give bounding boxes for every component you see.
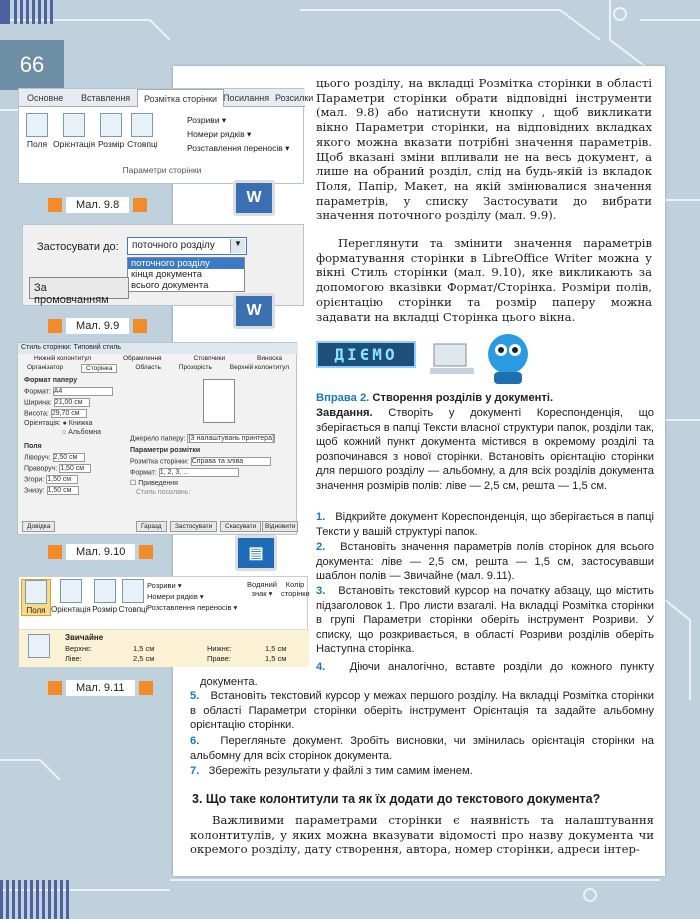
task-text: Створіть у документі Кореспонденція, що зберігається в папці Тексти власної структури папок, розділи так, щоб кожний пункт документа містився в окремому розділі та розпочинався з нової сторінки. Встановіть орієнтацію сторінки для першого розділу — альбомну, а для всіх розділів документа значення розмірів полів: ліве — 2,5 см, решта — 1,5 см. <box>316 407 654 492</box>
option-whole-document[interactable]: всього документа <box>131 280 209 291</box>
paragraph-2: Переглянути та змінити значення параметрів форматування сторінки в LibreOffice Writer можна у вікні Стиль сторінки (мал. 9.10), яке викликають за допомогою вказівки Формат/Сторінка. Розміри полів, орієнтацію сторінки та розмір паперу можна задавати на вкладці Сторінка цього вікна. <box>316 236 652 324</box>
chevron-down-icon[interactable]: ▼ <box>230 239 245 253</box>
tab-borders[interactable]: Обрамлення <box>122 355 162 362</box>
tab-transparency[interactable]: Прозорість <box>178 364 212 371</box>
columns-icon <box>131 113 153 137</box>
tab-page[interactable]: Сторінка <box>81 364 117 373</box>
tab-area[interactable]: Область <box>135 364 161 371</box>
size-icon <box>94 579 116 603</box>
columns-button[interactable]: Стовпці <box>127 113 158 149</box>
register-checkbox[interactable]: Приведення <box>138 480 178 487</box>
breaks-button[interactable]: Розриви ▾ <box>187 115 227 125</box>
margins-icon <box>25 580 47 604</box>
line-numbers-button[interactable]: Номери рядків ▾ <box>187 129 252 139</box>
width-field[interactable]: 21,00 см <box>54 398 90 407</box>
margins-gallery-9-11 <box>18 576 308 666</box>
cancel-button[interactable]: Скасувати <box>220 521 261 532</box>
robot-computer-icon <box>430 328 540 386</box>
paper-tray-select[interactable]: [З налаштувань принтера] <box>188 435 274 442</box>
right-margin-field[interactable]: 1,50 см <box>59 464 91 473</box>
layout-heading: Параметри розмітки <box>130 447 201 454</box>
paper-format-heading: Формат паперу <box>24 377 78 384</box>
step-6: 6. Перегляньте документ. Зробіть висновки, чи змінилась орієнтація сторінки на альбомну для всіх сторінок документа. <box>190 735 655 762</box>
tab-footer[interactable]: Нижній колонтитул <box>33 355 92 362</box>
number-format-select[interactable]: 1, 2, 3, ... <box>159 468 239 477</box>
help-button[interactable]: Довідка <box>22 521 55 532</box>
word-logo-icon: W <box>233 180 275 216</box>
top-margin-field[interactable]: 1,50 см <box>46 475 78 484</box>
tab-mailings[interactable]: Розсилки <box>275 93 314 103</box>
ribbon-screenshot-9-8 <box>18 88 314 184</box>
tab-home[interactable]: Основне <box>27 93 64 103</box>
option-current-section[interactable]: поточного розділу <box>128 258 244 269</box>
step-4: 4. Діючи аналогічно, вставте розділи до кожного пункту документа. <box>200 661 654 688</box>
orientation-button[interactable]: Орієнтація <box>51 579 91 616</box>
apply-to-label: Застосувати до: <box>37 241 119 253</box>
columns-button[interactable]: Стовпці <box>119 579 148 616</box>
tab-insert[interactable]: Вставлення <box>81 93 131 103</box>
page-style-dialog-9-10: Стиль сторінки: Типовий стиль Нижній колонтитул Обрамлення Стовпчики Виноска Організатор Сторінка Область Прозорість Верхній колонтитул Формат паперу Формат: A4 Ширина: 21,00 см Висота: 29,70 см Орієнтація: ● Книжка ○ Альбомна Поля Ліворуч: 2,50 см Праворуч: 1,50 см Згори: 1,50 см Знизу: 1,50 см Джерело паперу: [З налаштувань принтера] Параметри розмітки Розмітка сторінки: Справа та зліва Формат: 1, 2, 3, ... ☐ Приведення Стиль посилань: Довідка Гаразд Застосувати Скасувати Відновити <box>17 342 297 535</box>
orientation-icon <box>60 579 82 603</box>
page-preview <box>203 379 235 423</box>
bottom-margin-field[interactable]: 1,50 см <box>47 486 79 495</box>
writer-logo-icon: ▤ <box>235 535 277 571</box>
line-numbers-button[interactable]: Номери рядків ▾ <box>147 592 204 601</box>
margins-icon <box>26 113 48 137</box>
section-heading: 3. Що таке колонтитули та як їх додати до текстового документа? <box>192 792 601 806</box>
size-icon <box>100 113 122 137</box>
step-2: 2. Встановіть значення параметрів полів сторінок для всього документа: ліве — 2,5 см, решта — 1,5 см, застосувавши шаблон полів — Звичайне (мал. 9.11). <box>316 541 655 583</box>
format-select[interactable]: A4 <box>53 387 113 396</box>
tab-references[interactable]: Посилання <box>223 93 270 103</box>
landscape-radio[interactable]: Альбомна <box>68 429 102 436</box>
size-button[interactable]: Розмір <box>97 113 125 149</box>
height-field[interactable]: 29,70 см <box>51 409 87 418</box>
hyphenation-button[interactable]: Розставлення переносів ▾ <box>187 143 290 153</box>
page-layout-select[interactable]: Справа та зліва <box>191 457 271 466</box>
task-label: Завдання. <box>316 407 373 419</box>
ok-button[interactable]: Гаразд <box>136 521 167 532</box>
exercise-number: Вправа 2. <box>316 392 370 404</box>
paragraph-3: Важливими параметрами сторінки є наявність та налаштування колонтитулів, у яких можна вказувати відомості про назву документа чи окремого розділу, дату створення, автора, номер сторінки, адреси інтер- <box>190 813 654 857</box>
hyphenation-button[interactable]: Розставлення переносів ▾ <box>147 603 238 612</box>
caption-9-9: Мал. 9.9 <box>44 316 151 336</box>
tab-page-layout[interactable]: Розмітка сторінки <box>137 89 224 107</box>
page-number: 66 <box>0 40 64 90</box>
caption-9-8: Мал. 9.8 <box>44 195 151 215</box>
portrait-radio[interactable]: Книжка <box>68 420 93 427</box>
margins-button[interactable]: Поля <box>23 113 51 149</box>
breaks-button[interactable]: Розриви ▾ <box>147 581 182 590</box>
tab-organizer[interactable]: Організатор <box>26 364 64 371</box>
page-color-button[interactable]: Колір сторінки <box>281 580 310 598</box>
step-1: 1. Відкрийте документ Кореспонденція, що зберігається в папці Тексти у вашій структурі папок. <box>316 511 654 538</box>
left-margin-field[interactable]: 2,50 см <box>53 453 85 462</box>
group-label: Параметри сторінки <box>122 165 202 175</box>
preset-icon <box>28 634 50 658</box>
orientation-button[interactable]: Орієнтація <box>53 113 95 149</box>
tab-columns[interactable]: Стовпчики <box>193 355 226 362</box>
reset-button[interactable]: Відновити <box>262 521 298 532</box>
diemo-banner: ДІЄМО <box>316 341 416 368</box>
paragraph-1: цього розділу, на вкладці Розмітка сторінки в області Параметри сторінки обрати відповідні інструменти (мал. 9.8) або натиснути кнопку , щоб викликати вікно Параметри сторінки, на відповідних вкладках якого можна вказати потрібні значення параметрів. Щоб вказані зміни впливали не на весь документ, а лише на обраний розділ, слід на будь-якій із вкладок Поля, Папір, Макет, на якій змінювалися значення параметрів, у списку Застосувати до вибрати значення поточного розділу (мал. 9.9). <box>316 76 652 223</box>
watermark-button[interactable]: Водяний знак ▾ <box>247 580 277 598</box>
preset-normal[interactable]: Звичайне Верхнє: 1,5 см Нижнє: 1,5 см Ліве: 2,5 см Праве: 1,5 см <box>19 629 309 667</box>
word-logo-icon: W <box>233 293 275 329</box>
step-7: 7. Збережіть результати у файлі з тим самим іменем. <box>190 765 473 777</box>
tab-footnote[interactable]: Виноска <box>257 355 283 362</box>
dialog-title: Стиль сторінки: Типовий стиль <box>18 343 298 354</box>
caption-9-10: Мал. 9.10 <box>44 542 157 562</box>
tab-header[interactable]: Верхній колонтитул <box>229 364 290 371</box>
apply-button[interactable]: Застосувати <box>170 521 217 532</box>
exercise-title: Створення розділів у документі. <box>372 392 554 404</box>
margins-heading: Поля <box>24 443 42 450</box>
columns-icon <box>122 579 144 603</box>
reference-style-label: Стиль посилань: <box>136 489 191 496</box>
step-3: 3. Встановіть текстовий курсор на початку абзацу, що містить підзаголовок 1. Про листи взагалі. На вкладці Розмітка сторінки в групі Параметри сторінки оберіть інструмент Розриви. У списку, що розкривається, в області Розриви розділів оберіть Наступна сторінка. <box>316 585 654 656</box>
orientation-icon <box>63 113 85 137</box>
option-end-of-document[interactable]: кінця документа <box>131 269 203 280</box>
step-5: 5. Встановіть текстовий курсор у межах першого розділу. На вкладці Розмітка сторінки в області Параметри сторінки оберіть інструмент Орієнтація та задайте альбомну орієнтацію сторінки. <box>190 690 654 732</box>
apply-to-select[interactable]: поточного розділу <box>127 237 247 255</box>
size-button[interactable]: Розмір <box>91 579 119 616</box>
margins-button[interactable]: Поля <box>21 579 51 616</box>
caption-9-11: Мал. 9.11 <box>44 678 157 698</box>
default-button[interactable]: За промовчанням <box>29 277 129 299</box>
